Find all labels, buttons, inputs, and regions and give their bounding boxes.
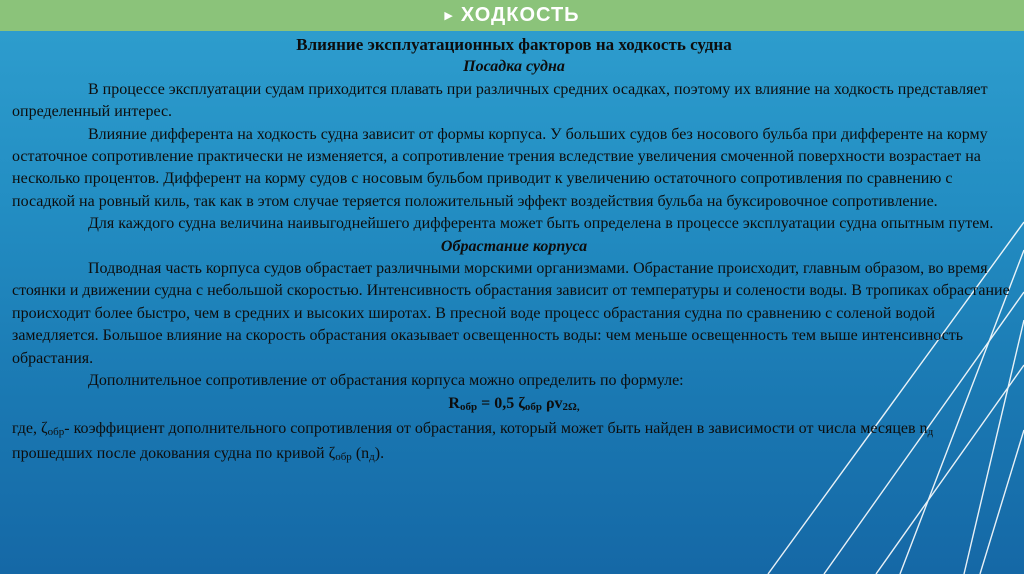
slide-title bbox=[0, 0, 1024, 31]
paragraph: Для каждого судна величина наивыгоднейшего дифферента может быть определена в процессе эксплуатации судна опытным путем. bbox=[88, 215, 994, 233]
where-zeta-sub: обр bbox=[47, 425, 65, 438]
paragraph: Подводная часть корпуса судов обрастает различными морскими организмами. Обрастание происходит, главным образом, во время стоянки и движении судна с небольшой скоростью. Интенсивность обрастания зависит от температуры и солености воды. В тропиках обрастание происходит более быстро, чем в средних и высоких широтах. В пресной воде процесс обрастания судна по сравнению с соленой водой замедляется. Большое влияние на скорость обрастания оказывает освещенность воды: чем меньше освещенность тем выше интенсивность обрастания. bbox=[12, 260, 1010, 367]
where-part4: (n bbox=[351, 445, 370, 463]
where-zeta2-sub: обр bbox=[335, 451, 352, 464]
formula-equals: = 0,5 bbox=[477, 394, 519, 412]
triangle-right-icon: ▶ bbox=[444, 9, 453, 22]
paragraph: Влияние дифферента на ходкость судна зависит от формы корпуса. У больших судов без носового бульба при дифференте на корму остаточное сопротивление практически не изменяется, а сопротивление трения вследствие увеличения смоченной поверхности возрастает на несколько процентов. Дифферент на корму судов с носовым бульбом приводит к увеличению остаточного сопротивления по сравнению с посадкой на ровный киль, так как в этом случае теряется положительный эффект воздействия бульба на буксировочное сопротивление. bbox=[12, 125, 988, 210]
formula-zeta-sub: обр bbox=[524, 400, 542, 413]
where-zeta: ζ bbox=[41, 419, 48, 437]
slide-title-label: ХОДКОСТЬ bbox=[460, 4, 580, 26]
where-part5: ). bbox=[374, 445, 385, 463]
fouling-formula bbox=[12, 393, 1016, 418]
formula-r: R bbox=[448, 394, 460, 412]
formula-explanation bbox=[12, 418, 1016, 469]
formula-zeta: ζ bbox=[518, 394, 525, 412]
where-zeta2: ζ bbox=[328, 445, 336, 463]
paragraph: В процессе эксплуатации судам приходится плавать при различных средних осадках, поэтому их влияние на ходкость представляет определенный интерес. bbox=[12, 80, 988, 121]
where-n2-sub: д bbox=[369, 451, 375, 464]
where-part3: прошедших после докования судна по кривой bbox=[12, 445, 329, 463]
formula-rho-v: ρv bbox=[541, 394, 563, 412]
where-n-sub: д bbox=[927, 425, 934, 438]
section-subtitle-draft: Посадка судна bbox=[463, 58, 565, 76]
where-part2: - коэффициент дополнительного сопротивления от обрастания, который может быть найден в зависимости от числа месяцев n bbox=[64, 419, 928, 437]
content-heading: Влияние эксплуатационных факторов на ходкость судна bbox=[296, 35, 732, 54]
where-part1: где, bbox=[12, 419, 42, 437]
slide-content bbox=[12, 34, 1016, 469]
paragraph: Дополнительное сопротивление от обрастания корпуса можно определить по формуле: bbox=[88, 372, 684, 390]
formula-tail: 2Ω, bbox=[562, 400, 580, 413]
formula-r-sub: обр bbox=[459, 400, 478, 413]
section-subtitle-fouling: Обрастание корпуса bbox=[440, 237, 588, 255]
